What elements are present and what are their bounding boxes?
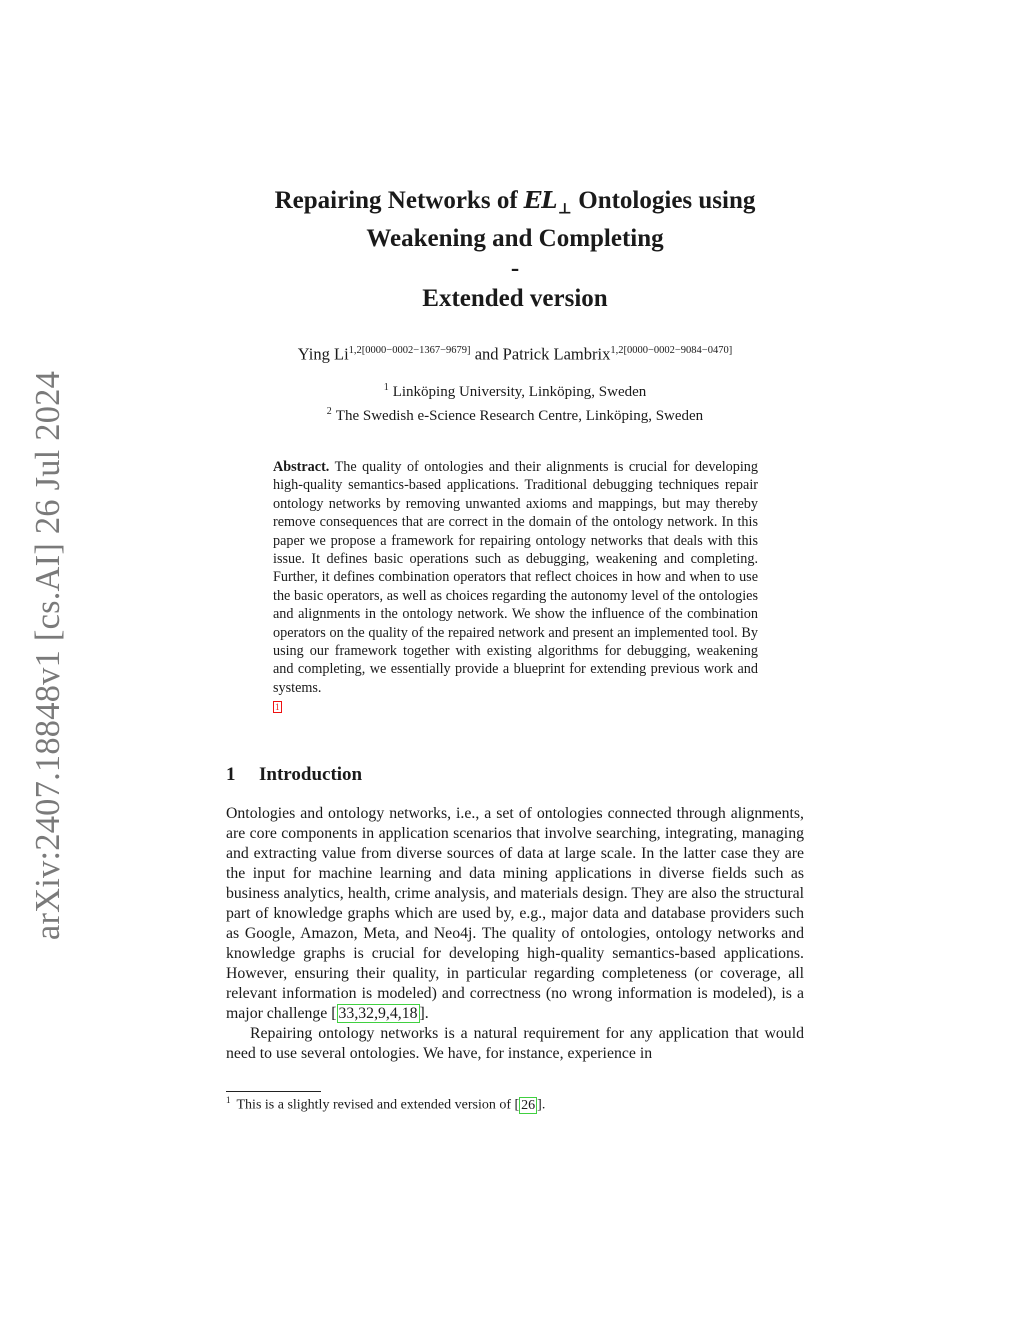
author-name: Patrick Lambrix <box>502 344 611 364</box>
section-number: 1 <box>226 764 236 785</box>
arxiv-id: arXiv:2407.18848v1 [cs.AI] 26 Jul 2024 <box>29 370 68 940</box>
affiliation-mark: 2 <box>326 406 332 417</box>
el-symbol-text: EL <box>523 187 558 214</box>
affiliation-text: The Swedish e-Science Research Centre, Linköping, Sweden <box>335 408 704 424</box>
footnote-text: This is a slightly revised and extended version of [ <box>236 1097 520 1113</box>
footnote <box>226 1095 545 1114</box>
section-title: Introduction <box>259 764 363 785</box>
arxiv-stamp <box>28 372 70 938</box>
title-part-1: Repairing Networks of <box>274 187 524 214</box>
author-affiliation-orcid: 1,2[0000−0002−9084−0470] <box>610 345 733 356</box>
title-line-1 <box>180 186 850 224</box>
author-list <box>180 340 850 366</box>
affiliation <box>180 378 850 402</box>
citation-link[interactable]: 33,32,9,4,18 <box>338 1005 418 1022</box>
abstract-text: The quality of ontologies and their alignments is crucial for developing high-quality semantics-based applications. Traditional debugging techniques repair ontology networks by removing unwanted axioms and mappings, but may thereby remove consequences that are correct in the domain of the ontology network. In this paper we propose a framework for repairing ontology networks that deals with this issue. It defines basic operations such as debugging, weakening and completing. Further, it defines combination operators that reflect choices in how and when to use the basic operators, as well as choices regarding the autonomy level of the ontologies and alignments in the ontology network. We show the influence of the combination operators on the quality of the repaired network and present an implemented tool. By using our framework together with existing algorithms for debugging, weakening and completing, we essentially provide a blueprint for extending previous work and systems. <box>273 459 758 696</box>
title-line-2: Weakening and Completing <box>366 224 664 252</box>
footnote-mark: 1 <box>226 1095 231 1105</box>
abstract-label: Abstract. <box>273 459 330 475</box>
author-conjunction: and <box>470 344 503 364</box>
footnote-link[interactable]: 1 <box>275 702 280 713</box>
paragraph-end: ]. <box>419 1005 429 1022</box>
footnote-rule <box>226 1091 321 1092</box>
author-name: Ying Li <box>297 344 349 364</box>
author-affiliation-orcid: 1,2[0000−0002−1367−9679] <box>348 345 471 356</box>
affiliations <box>180 378 850 426</box>
paper-title <box>180 186 850 314</box>
affiliation <box>180 402 850 426</box>
body-text <box>226 804 804 1064</box>
footnote-end: ]. <box>537 1097 546 1113</box>
affiliation-text: Linköping University, Linköping, Sweden <box>392 384 647 400</box>
paragraph: Repairing ontology networks is a natural requirement for any application that would need to use several ontologies. We have, for instance, experience in <box>226 1025 804 1062</box>
abstract <box>273 458 758 716</box>
section-heading <box>226 764 362 786</box>
citation-link[interactable]: 26 <box>521 1097 536 1113</box>
title-line-4: Extended version <box>422 284 608 312</box>
title-part-2: Ontologies using <box>572 187 756 214</box>
affiliation-mark: 1 <box>383 382 389 393</box>
title-line-3: - <box>510 254 520 282</box>
el-subscript: ⊥ <box>557 199 572 218</box>
el-symbol <box>523 187 572 218</box>
paragraph-text: Ontologies and ontology networks, i.e., a set of ontologies connected through alignments, are core components in application scenarios that involve searching, integrating, managing and extracting value from diverse sources of data at large scale. In the latter case they are the input for machine learning and data mining applications in diverse fields such as business analytics, health, crime analysis, and materials design. They are also the structural part of knowledge graphs which are used by, e.g., major data and database providers such as Google, Amazon, Meta, and Neo4j. The quality of ontologies, ontology networks and knowledge graphs is crucial for developing high-quality semantics-based applications. However, ensuring their quality, in particular regarding completeness (or coverage, all relevant information is modeled) and correctness (no wrong information is modeled), is a major challenge [ <box>226 805 804 1022</box>
paragraph <box>226 804 804 1024</box>
